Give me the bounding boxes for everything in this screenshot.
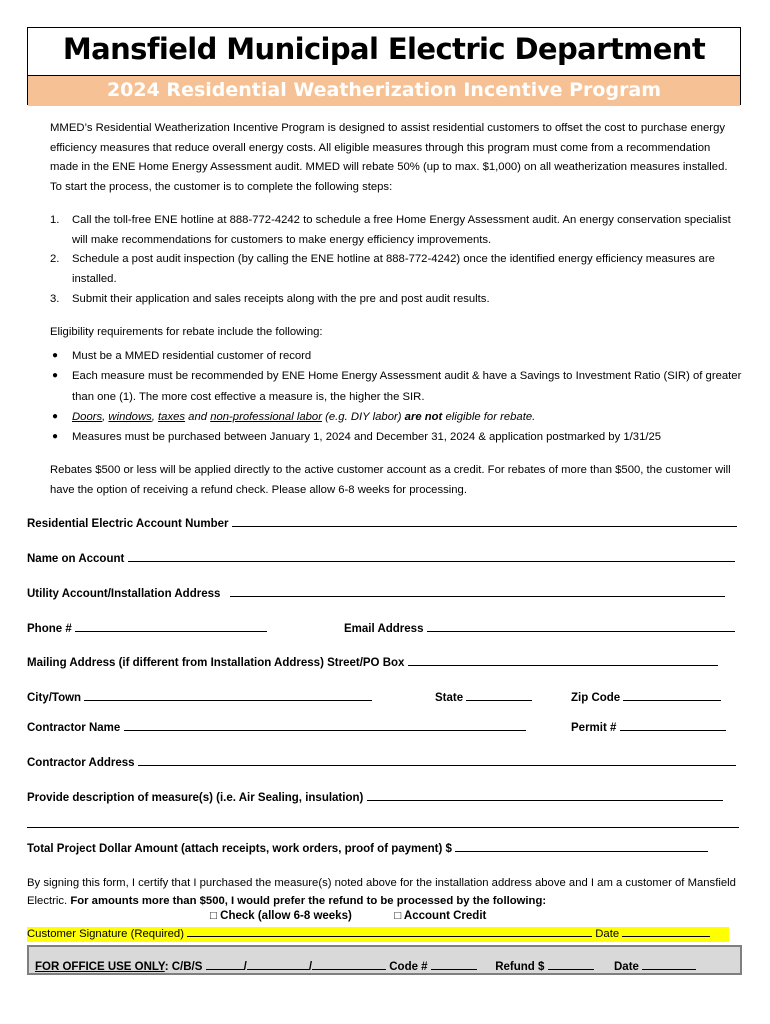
signature-date-line[interactable] xyxy=(622,927,710,937)
eligibility-heading: Eligibility requirements for rebate include the following: xyxy=(50,326,323,338)
rebates-paragraph: Rebates $500 or less will be applied directly to the active customer account as a credit. For rebates of more than $500, the customer will have the option of receiving a refund check. Please allow 6-8 weeks for processing. xyxy=(50,464,731,496)
signature-label: Customer Signature (Required) xyxy=(27,928,184,940)
step-text: Schedule a post audit inspection (by calling the ENE hotline at 888-772-4242) once the identified energy efficiency measures are installed. xyxy=(72,253,715,286)
step-text: Submit their application and sales receipts along with the pre and post audit results. xyxy=(72,292,490,305)
code-line[interactable] xyxy=(431,959,477,970)
list-item xyxy=(50,427,750,447)
separator-text: , xyxy=(151,410,159,423)
contractor-address-field[interactable] xyxy=(27,755,736,769)
office-use-label: FOR OFFICE USE ONLY xyxy=(35,961,165,973)
account-number-field[interactable] xyxy=(27,516,737,530)
permit-label: Permit # xyxy=(571,722,617,734)
zip-field[interactable] xyxy=(571,690,721,704)
bullet-icon: ● xyxy=(52,370,59,382)
certification-text: By signing this form, I certify that I purchased the measure(s) noted above for the installation address above and I am a customer of Mansfield Electric. xyxy=(27,877,736,907)
intro-paragraph: MMED’s Residential Weatherization Incentive Program is designed to assist residential customers to offset the cost to purchase energy efficiency measures that reduce overall energy costs. All eligible measures through this program must come from a recommendation made in the ENE Home Energy Assessment audit. MMED will rebate 50% (up to max. $1,000) on all weatherization measures installed. To start the process, the customer is to complete the following steps: xyxy=(50,122,728,194)
cbs-line-3[interactable] xyxy=(312,959,386,970)
mailing-line[interactable] xyxy=(408,655,718,666)
list-item xyxy=(50,407,750,427)
signature-date-label: Date xyxy=(595,928,620,940)
eligible-text: eligible for rebate. xyxy=(442,410,536,423)
state-field[interactable] xyxy=(435,690,532,704)
contractor-name-label: Contractor Name xyxy=(27,722,121,734)
permit-field[interactable] xyxy=(571,720,726,734)
refund-options xyxy=(210,910,486,922)
header-box xyxy=(27,27,741,105)
mailing-field[interactable] xyxy=(27,655,718,669)
total-label: Total Project Dollar Amount (attach receipts, work orders, proof of payment) $ xyxy=(27,843,452,855)
labor-text: non-professional labor xyxy=(210,410,322,423)
mailing-label: Mailing Address (if different from Installation Address) Street/PO Box xyxy=(27,657,405,669)
contractor-name-line[interactable] xyxy=(124,720,526,731)
code-label: Code # xyxy=(389,961,428,973)
bullet-text: Each measure must be recommended by ENE Home Energy Assessment audit & have a Savings to Investment Ratio (SIR) of greater than one (1). The more cost effective a measure is, the higher the SIR. xyxy=(72,370,742,403)
eligibility-list xyxy=(50,346,750,447)
office-use-box xyxy=(27,945,742,975)
subtitle-band xyxy=(28,75,740,106)
name-line[interactable] xyxy=(128,551,735,562)
step-item xyxy=(50,290,740,310)
page-title: Mansfield Municipal Electric Department xyxy=(62,32,706,66)
city-label: City/Town xyxy=(27,692,82,704)
bullet-icon: ● xyxy=(52,431,59,443)
office-date-line[interactable] xyxy=(642,959,696,970)
total-line[interactable] xyxy=(455,841,708,852)
account-number-label: Residential Electric Account Number xyxy=(27,518,229,530)
email-field[interactable] xyxy=(344,621,735,635)
phone-label: Phone # xyxy=(27,623,72,635)
zip-label: Zip Code xyxy=(571,692,621,704)
separator-text: , xyxy=(102,410,109,423)
account-number-line[interactable] xyxy=(232,516,737,527)
and-text: and xyxy=(185,410,211,423)
measures-label: Provide description of measure(s) (i.e. Air Sealing, insulation) xyxy=(27,792,364,804)
steps-list xyxy=(50,211,740,310)
list-item xyxy=(50,366,750,407)
phone-field[interactable] xyxy=(27,621,267,635)
zip-line[interactable] xyxy=(623,690,721,701)
city-line[interactable] xyxy=(84,690,372,701)
windows-text: windows xyxy=(108,410,152,423)
step-item xyxy=(50,211,740,250)
email-label: Email Address xyxy=(344,623,424,635)
address-line[interactable] xyxy=(230,586,725,597)
refund-line[interactable] xyxy=(548,959,594,970)
address-field[interactable] xyxy=(27,586,725,600)
signature-line[interactable] xyxy=(187,927,592,937)
bullet-text: Must be a MMED residential customer of record xyxy=(72,350,312,362)
cbs-line-2[interactable] xyxy=(247,959,309,970)
step-number: 3. xyxy=(50,292,60,305)
account-credit-option[interactable]: □ Account Credit xyxy=(394,910,487,922)
certification-paragraph xyxy=(27,874,742,910)
phone-line[interactable] xyxy=(75,621,267,632)
cbs-line-1[interactable] xyxy=(206,959,244,970)
signature-band[interactable] xyxy=(27,927,729,942)
city-field[interactable] xyxy=(27,690,372,704)
bullet-icon: ● xyxy=(52,350,59,361)
state-label: State xyxy=(435,692,464,704)
step-number: 1. xyxy=(50,214,60,226)
measures-line[interactable] xyxy=(367,790,723,801)
cbs-label: : C/B/S xyxy=(164,961,203,973)
office-date-label: Date xyxy=(614,961,639,973)
measures-continued-field[interactable] xyxy=(27,817,739,831)
state-line[interactable] xyxy=(466,690,532,701)
name-label: Name on Account xyxy=(27,553,125,565)
measures-continued-line[interactable] xyxy=(27,817,739,828)
step-number: 2. xyxy=(50,253,60,266)
measures-field[interactable] xyxy=(27,790,723,804)
taxes-text: taxes xyxy=(158,410,186,423)
list-item xyxy=(50,346,750,366)
name-field[interactable] xyxy=(27,551,735,565)
bullet-text: Measures must be purchased between January 1, 2024 and December 31, 2024 & application postmarked by 1/31/25 xyxy=(72,431,662,444)
contractor-address-line[interactable] xyxy=(138,755,736,766)
address-label: Utility Account/Installation Address xyxy=(27,588,221,600)
permit-line[interactable] xyxy=(620,720,726,731)
email-line[interactable] xyxy=(427,621,735,632)
doors-text: Doors xyxy=(72,410,103,423)
refund-preference-text: For amounts more than $500, I would prefer the refund to be processed by the following: xyxy=(70,895,547,907)
step-item xyxy=(50,250,740,289)
refund-label: Refund $ xyxy=(495,961,545,973)
total-field[interactable] xyxy=(27,841,708,855)
contractor-name-field[interactable] xyxy=(27,720,526,734)
page-subtitle: 2024 Residential Weatherization Incentive Program xyxy=(106,79,662,101)
check-option[interactable]: □ Check (allow 6-8 weeks) xyxy=(210,910,352,922)
eg-text: (e.g. DIY labor) xyxy=(321,410,405,423)
contractor-address-label: Contractor Address xyxy=(27,757,135,769)
are-not-text: are not xyxy=(404,410,443,423)
office-use-row: FOR OFFICE USE ONLY: C/B/S / / Code # Refund $ Date xyxy=(35,959,696,973)
step-text: Call the toll-free ENE hotline at 888-772-4242 to schedule a free Home Energy Assessment audit. An energy conservation specialist will make recommendations for customers to make energy efficiency improvements. xyxy=(72,214,731,246)
bullet-icon: ● xyxy=(52,410,59,422)
